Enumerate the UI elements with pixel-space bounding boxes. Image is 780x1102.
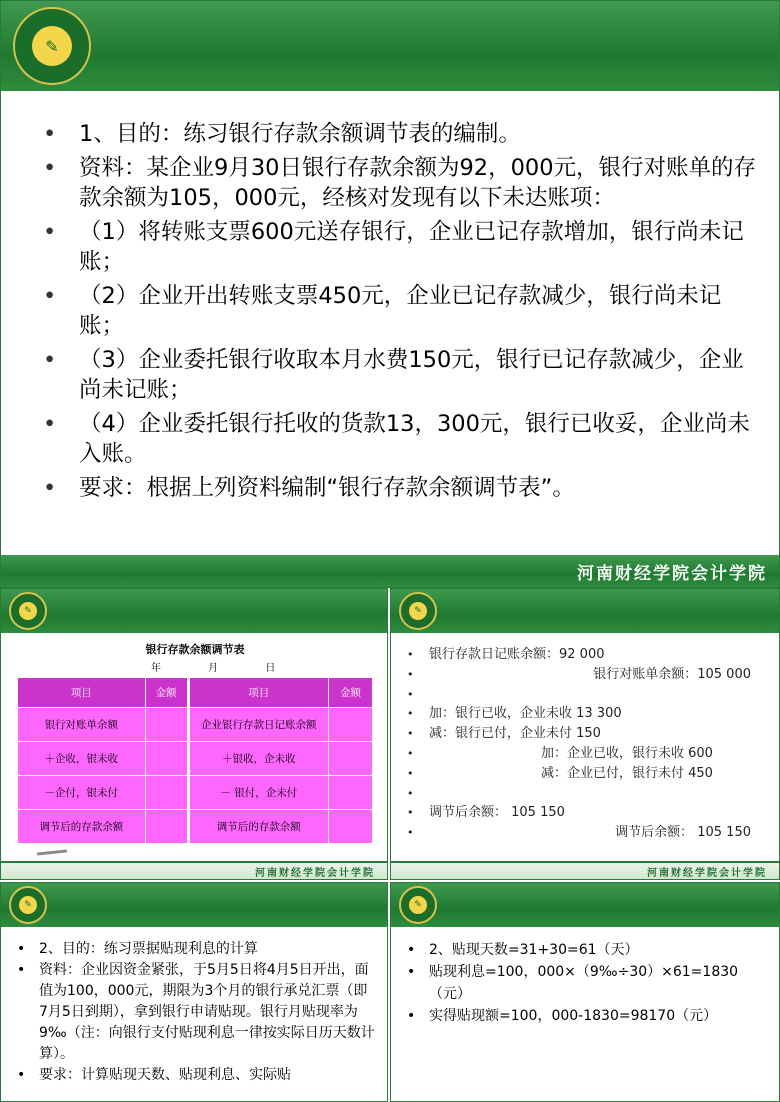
slide-discount-answer[interactable] (390, 882, 780, 1102)
answer-list (429, 939, 769, 1027)
answer-line: • 加：银行已收，企业未收 13 300 (429, 704, 769, 724)
bullet-item: • 要求：根据上列资料编制“银行存款余额调节表”。 (79, 473, 759, 503)
bullet-item: • 贴现利息=100，000×（9‰÷30）×61=1830（元） (429, 961, 769, 1005)
college-emblem-icon: ✎ (9, 886, 47, 924)
bullet-item: • 1、目的：练习银行存款余额调节表的编制。 (79, 119, 759, 149)
header-cell: 项目 (189, 678, 329, 708)
decorative-pen-mark (37, 849, 67, 855)
table-cell (145, 810, 187, 844)
footer-college-name: 河南财经学院会计学院 (577, 564, 767, 584)
slide-reconciliation-table[interactable] (0, 588, 388, 880)
table-cell: 企业银行存款日记账余额 (189, 708, 329, 742)
exercise-bullet-list (79, 119, 759, 507)
slide-discount-exercise[interactable] (0, 882, 388, 1102)
bullet-item: • 2、贴现天数=31+30=61（天） (429, 939, 769, 961)
college-emblem-icon: ✎ (13, 7, 91, 85)
table-cell (145, 776, 187, 810)
college-emblem-icon: ✎ (9, 592, 47, 630)
table-header-row (18, 678, 373, 708)
footer-band (1, 555, 779, 587)
answer-line: • 加：企业已收，银行未收 600 (429, 744, 769, 764)
header-band (391, 883, 779, 927)
footer-band (391, 861, 779, 879)
table-cell (329, 742, 373, 776)
table-row (18, 708, 373, 742)
bullet-item: • 实得贴现额=100，000-1830=98170（元） (429, 1005, 769, 1027)
bullet-item: • （2）企业开出转账支票450元，企业已记存款减少，银行尚未记账； (79, 281, 759, 341)
table-cell (329, 708, 373, 742)
answer-line (429, 685, 769, 705)
bullet-item: • 资料：某企业9月30日银行存款余额为92，000元，银行对账单的存款余额为105，000元，经核对发现有以下未达账项： (79, 153, 759, 213)
bullet-item: • 2、目的：练习票据贴现利息的计算 (39, 939, 375, 960)
table-row (18, 742, 373, 776)
table-cell: － 银付，企未付 (189, 776, 329, 810)
answer-line: • 银行对账单余额：105 000 (429, 665, 769, 685)
table-date: 年 月 日 (151, 663, 298, 674)
reconciliation-table (17, 677, 373, 844)
table-cell (145, 708, 187, 742)
bullet-item: • 要求：计算贴现天数、贴现利息、实际贴 (39, 1065, 375, 1086)
table-cell (329, 776, 373, 810)
table-row (18, 776, 373, 810)
table-cell: ＋银收，企未收 (189, 742, 329, 776)
table-cell: 调节后的存款余额 (189, 810, 329, 844)
answer-line: • 银行存款日记账余额：92 000 (429, 645, 769, 665)
answer-line: • 减：银行已付，企业未付 150 (429, 724, 769, 744)
slide-reconciliation-answer[interactable] (390, 588, 780, 880)
table-title: 银行存款余额调节表 (145, 643, 245, 656)
table-cell: －企付，银未付 (18, 776, 146, 810)
college-emblem-icon: ✎ (399, 886, 437, 924)
exercise-bullet-list (39, 939, 375, 1086)
bullet-item: • （1）将转账支票600元送存银行，企业已记存款增加，银行尚未记账； (79, 217, 759, 277)
answer-list (429, 645, 769, 843)
header-cell: 项目 (18, 678, 146, 708)
bullet-item: • （4）企业委托银行托收的货款13，300元，银行已收妥，企业尚未入账。 (79, 409, 759, 469)
footer-college-name: 河南财经学院会计学院 (255, 868, 375, 879)
header-cell: 金额 (329, 678, 373, 708)
header-cell: 金额 (145, 678, 187, 708)
table-cell (329, 810, 373, 844)
college-emblem-icon: ✎ (399, 592, 437, 630)
bullet-item: • 资料：企业因资金紧张，于5月5日将4月5日开出，面值为100，000元，期限为3个月的银行承兑汇票（即7月5日到期），拿到银行申请贴现。银行月贴现率为9‰（注：向银行支付贴现利息一律按实际日历天数计算）。 (39, 960, 375, 1065)
table-row (18, 810, 373, 844)
table-cell: 银行对账单余额 (18, 708, 146, 742)
header-band (1, 883, 387, 927)
table-cell: 调节后的存款余额 (18, 810, 146, 844)
table-cell (145, 742, 187, 776)
answer-line: • 调节后余额： 105 150 (429, 803, 769, 823)
header-band (1, 1, 779, 91)
answer-line: • 调节后余额： 105 150 (429, 823, 769, 843)
table-cell: ＋企收，银未收 (18, 742, 146, 776)
header-band (1, 589, 387, 633)
answer-line: • 减：企业已付，银行未付 450 (429, 764, 769, 784)
header-band (391, 589, 779, 633)
footer-college-name: 河南财经学院会计学院 (647, 868, 767, 879)
answer-line (429, 784, 769, 804)
footer-band (1, 861, 387, 879)
bullet-item: • （3）企业委托银行收取本月水费150元，银行已记存款减少，企业尚未记账； (79, 345, 759, 405)
